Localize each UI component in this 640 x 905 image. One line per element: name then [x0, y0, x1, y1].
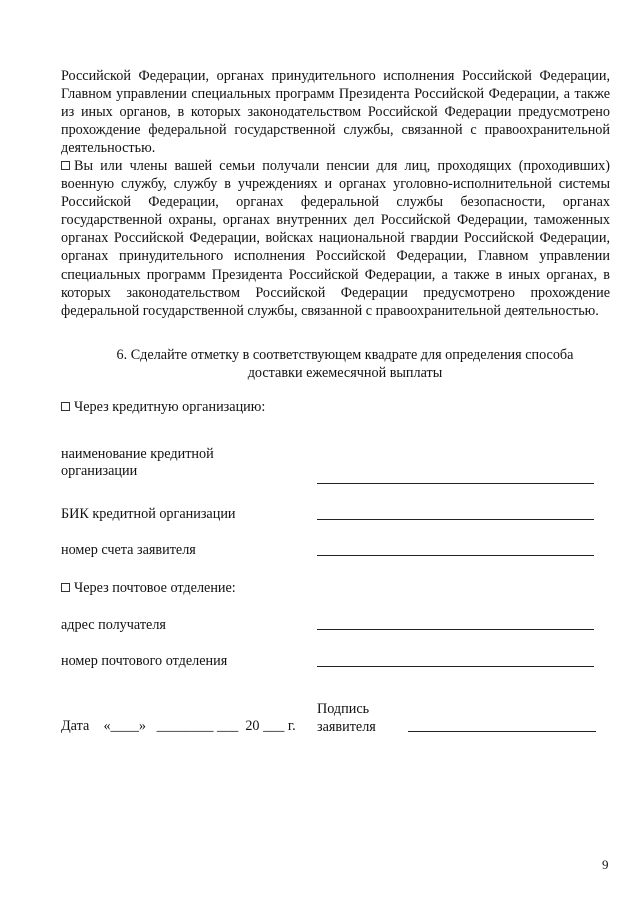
paragraph-continuation: Российской Федерации, органах принудительного исполнения Российской Федерации, Главном управлении специальных программ Президента Российской Федерации, а также из иных органов, в которых законодательством Российской Федерации предусмотрено прохождение федеральной государственной службы, связанной с правоохранительной деятельностью.	[61, 68, 610, 157]
post-office-label: номер почтового отделения	[61, 653, 228, 669]
post-office-field[interactable]	[317, 666, 594, 667]
address-label: адрес получателя	[61, 617, 166, 633]
signature-field[interactable]	[408, 731, 596, 732]
checkbox-bank[interactable]	[61, 402, 70, 411]
bank-name-label: наименование кредитной организации	[61, 446, 214, 479]
bank-name-field[interactable]	[317, 483, 594, 484]
post-option: Через почтовое отделение:	[61, 579, 236, 597]
signature-label: Подпись заявителя	[317, 701, 376, 735]
section-6-heading: 6. Сделайте отметку в соответствующем квадрате для определения способа доставки ежемесячной выплаты	[116, 347, 574, 381]
bik-field[interactable]	[317, 519, 594, 520]
account-label: номер счета заявителя	[61, 542, 196, 558]
bik-label: БИК кредитной организации	[61, 506, 236, 522]
address-field[interactable]	[317, 629, 594, 630]
checkbox-post[interactable]	[61, 583, 70, 592]
page-number: 9	[602, 857, 609, 872]
date-line[interactable]: Дата «____» ________ ___ 20 ___ г.	[61, 718, 296, 734]
paragraph-pension-option: Вы или члены вашей семьи получали пенсии для лиц, проходящих (проходивших) военную службу, службу в учреждениях и органах уголовно-исполнительной системы Российской Федерации, органах федеральной службы безопасности, органах государственной охраны, органах внутренних дел Российской Федерации, таможенных органах Российской Федерации, войсках национальной гвардии Российской Федерации, органах принудительного исполнения Российской Федерации, Главном управлении специальных программ Президента Российской Федерации, а также в иных органах, в которых законодательством Российской Федерации предусмотрено прохождение федеральной государственной службы, связанной с правоохранительной деятельностью.	[61, 158, 610, 319]
bank-option: Через кредитную организацию:	[61, 398, 265, 416]
account-field[interactable]	[317, 555, 594, 556]
checkbox-pension[interactable]	[61, 161, 70, 170]
